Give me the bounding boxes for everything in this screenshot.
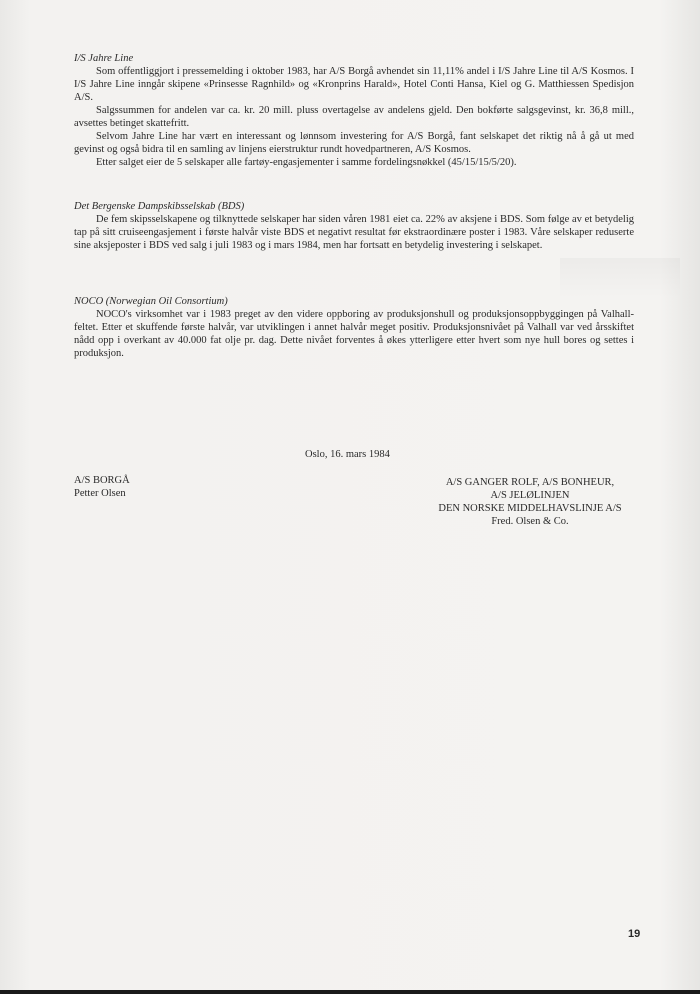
signature-person: Petter Olsen xyxy=(74,488,126,499)
page-number: 19 xyxy=(628,928,641,940)
signature-left xyxy=(74,474,130,500)
section-heading: Det Bergenske Dampskibsselskab (BDS) xyxy=(74,201,245,212)
section-jahre-line xyxy=(74,52,634,169)
section-heading: NOCO (Norwegian Oil Consortium) xyxy=(74,296,228,307)
signature-right xyxy=(420,476,640,528)
paragraph: Selvom Jahre Line har vært en interessant og lønnsom investering for A/S Borgå, fant selskapet det riktig nå å gå ut med gevinst og også bidra til en samling av linjens eierstruktur rundt hovedpartneren, A/S Kosmos. xyxy=(74,131,634,155)
paragraph: Etter salget eier de 5 selskaper alle fartøy-engasjementer i samme fordelingsnøkkel (45/15/15/5/20). xyxy=(96,157,517,168)
signature-line: A/S GANGER ROLF, A/S BONHEUR, xyxy=(445,477,615,488)
page-bottom-edge xyxy=(0,990,700,994)
signature-line: Fred. Olsen & Co. xyxy=(491,516,569,527)
section-heading: I/S Jahre Line xyxy=(74,53,134,64)
bleed-through-shadow xyxy=(560,258,680,298)
section-bds xyxy=(74,200,634,252)
signature-line: DEN NORSKE MIDDELHAVSLINJE A/S xyxy=(438,503,622,514)
signature-line: A/S JELØLINJEN xyxy=(490,490,570,501)
signature-company: A/S BORGÅ xyxy=(74,475,130,486)
date-line: Oslo, 16. mars 1984 xyxy=(305,449,390,460)
section-noco xyxy=(74,295,634,360)
paragraph: Som offentliggjort i pressemelding i oktober 1983, har A/S Borgå avhendet sin 11,11% andel i I/S Jahre Line til A/S Kosmos. I I/S Jahre Line inngår skipene «Prinsesse Ragnhild» og «Kronprins Harald», Hotel Conti Hansa, Kiel og G. Matthiessen Spedisjon A/S. xyxy=(74,66,634,103)
paragraph: NOCO's virksomhet var i 1983 preget av den videre oppboring av produksjonshull og produksjonsoppbyggingen på Valhall-feltet. Etter et skuffende første halvår, var utviklingen i annet halvår meget positiv. Produksjonsnivået på Valhall var ved årsskiftet nådd opp i overkant av 40.000 fat olje pr. dag. Dette nivået forventes å økes ytterligere etter hvert som nye hull bores og settes i produksjon. xyxy=(74,309,634,359)
paragraph: De fem skipsselskapene og tilknyttede selskaper har siden våren 1981 eiet ca. 22% av aksjene i BDS. Som følge av et betydelig tap på sitt cruiseengasjement i første halvår viste BDS et negativt resultat før ekstraordinære poster i 1983. Våre selskaper reduserte sine aksjeposter i BDS ved salg i juli 1983 og i mars 1984, men har fortsatt en betydelig investering i selskapet. xyxy=(74,214,634,251)
paragraph: Salgssummen for andelen var ca. kr. 20 mill. pluss overtagelse av andelens gjeld. Den bokførte salgsgevinst, kr. 36,8 mill., avsettes betinget skattefritt. xyxy=(74,105,634,129)
